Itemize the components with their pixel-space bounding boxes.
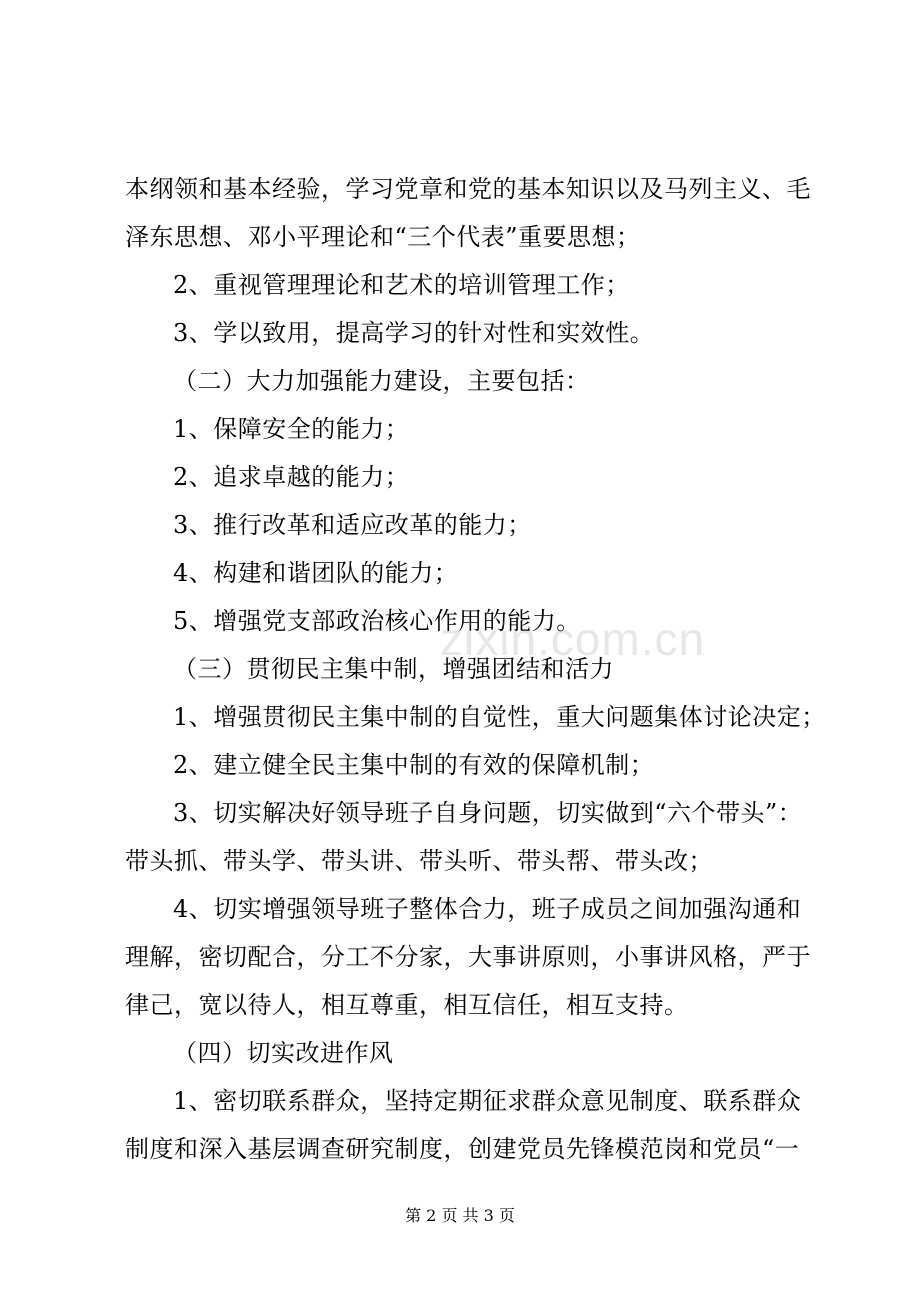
section-heading: （二）大力加强能力建设，主要包括：: [173, 367, 590, 395]
list-item: 1、增强贯彻民主集中制的自觉性，重大问题集体讨论决定；: [173, 703, 826, 731]
list-item: 4、构建和谐团队的能力；: [173, 559, 459, 587]
list-item: 5、增强党支部政治核心作用的能力。: [173, 607, 581, 635]
list-item: 4、切实增强领导班子整体合力，班子成员之间加强沟通和: [173, 895, 802, 923]
list-item: 2、重视管理理论和艺术的培训管理工作；: [173, 271, 630, 299]
body-text-line: 理解，密切配合，分工不分家，大事讲原则，小事讲风格，严于: [125, 943, 811, 971]
list-item: 3、切实解决好领导班子自身问题，切实做到“六个带头”：: [173, 799, 803, 827]
body-text-line: 本纲领和基本经验，学习党章和党的基本知识以及马列主义、毛: [125, 175, 811, 203]
body-text-line: 律己，宽以待人，相互尊重，相互信任，相互支持。: [125, 991, 689, 1019]
body-text-line: 制度和深入基层调查研究制度，创建党员先锋模范岗和党员“一: [125, 1135, 800, 1163]
body-text-line: 泽东思想、邓小平理论和“三个代表”重要思想；: [125, 223, 641, 251]
page-footer: 第 2 页 共 3 页: [405, 1206, 515, 1225]
list-item: 2、建立健全民主集中制的有效的保障机制；: [173, 751, 655, 779]
list-item: 1、保障安全的能力；: [173, 415, 410, 443]
section-heading: （三）贯彻民主集中制，增强团结和活力: [173, 655, 614, 683]
list-item: 1、密切联系群众，坚持定期征求群众意见制度、联系群众: [173, 1087, 802, 1115]
watermark: zixin.com.cn: [440, 613, 706, 665]
body-text-line: 带头抓、带头学、带头讲、带头听、带头帮、带头改；: [125, 847, 713, 875]
list-item: 3、学以致用，提高学习的针对性和实效性。: [173, 319, 655, 347]
section-heading: （四）切实改进作风: [173, 1039, 394, 1067]
list-item: 3、推行改革和适应改革的能力；: [173, 511, 532, 539]
list-item: 2、追求卓越的能力；: [173, 463, 410, 491]
